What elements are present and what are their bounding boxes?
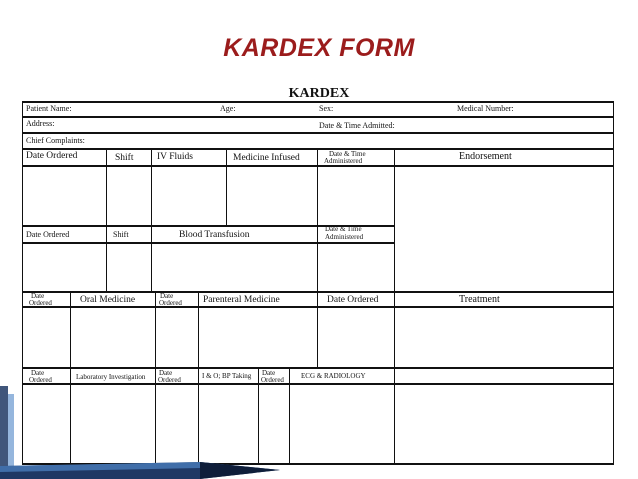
row-divider <box>22 242 394 244</box>
row-divider <box>22 383 614 385</box>
date-header: Date <box>160 292 174 300</box>
col-divider <box>317 291 318 367</box>
col-divider <box>317 148 318 291</box>
address-label: Address: <box>26 119 55 128</box>
form-border-top <box>22 101 614 103</box>
ordered-header: Ordered <box>29 376 52 384</box>
ordered-header: Ordered <box>29 299 52 307</box>
medicine-infused-header: Medicine Infused <box>233 153 300 163</box>
date-time-admitted-label: Date & Time Admitted: <box>319 121 395 130</box>
parenteral-medicine-header: Parenteral Medicine <box>203 295 280 305</box>
slide-bottom-accent <box>0 438 638 479</box>
shift-header: Shift <box>115 153 134 163</box>
col-divider <box>394 291 395 367</box>
col-divider <box>226 148 227 225</box>
row-divider <box>22 367 614 369</box>
date-ordered-header: Date Ordered <box>26 230 70 239</box>
chief-complaints-label: Chief Complaints: <box>26 136 85 145</box>
date-header: Date <box>31 292 45 300</box>
iv-fluids-header: IV Fluids <box>157 152 193 162</box>
date-time-administered-header: Date & Time <box>325 225 362 233</box>
date-header: Date <box>262 369 276 377</box>
row-divider <box>22 291 614 293</box>
shift-header: Shift <box>113 230 129 239</box>
col-divider <box>155 291 156 367</box>
blood-transfusion-header: Blood Transfusion <box>179 230 250 240</box>
col-divider <box>394 148 395 291</box>
medical-number-label: Medical Number: <box>457 104 514 113</box>
row-divider <box>22 306 614 308</box>
row-divider <box>22 116 614 118</box>
date-time-administered-header: Date & Time <box>329 150 366 158</box>
treatment-header: Treatment <box>459 294 500 305</box>
age-label: Age: <box>220 104 236 113</box>
kardex-form <box>22 101 614 465</box>
date-time-administered-header: Administered <box>324 157 363 165</box>
oral-medicine-header: Oral Medicine <box>80 295 136 305</box>
row-divider <box>22 165 614 167</box>
col-divider <box>151 148 152 291</box>
io-bp-taking-header: I & O; BP Taking <box>202 372 252 380</box>
row-divider <box>22 148 614 150</box>
form-border-left <box>22 101 23 465</box>
ecg-radiology-header: ECG & RADIOLOGY <box>301 372 366 380</box>
patient-name-label: Patient Name: <box>26 104 72 113</box>
sex-label: Sex: <box>319 104 334 113</box>
ordered-header: Ordered <box>261 376 284 384</box>
laboratory-investigation-header: Laboratory Investigation <box>76 373 146 381</box>
col-divider <box>70 291 71 367</box>
date-ordered-header: Date Ordered <box>327 295 379 305</box>
ordered-header: Ordered <box>159 299 182 307</box>
form-border-right <box>613 101 614 465</box>
date-time-administered-header: Administered <box>325 233 364 241</box>
row-divider <box>22 132 614 134</box>
date-header: Date <box>159 369 173 377</box>
form-title: KARDEX <box>288 86 350 101</box>
endorsement-header: Endorsement <box>459 151 512 162</box>
slide-title: KARDEX FORM <box>223 34 415 62</box>
col-divider <box>198 291 199 367</box>
ordered-header: Ordered <box>158 376 181 384</box>
date-header: Date <box>31 369 45 377</box>
col-divider <box>106 148 107 291</box>
date-ordered-header: Date Ordered <box>26 151 78 161</box>
